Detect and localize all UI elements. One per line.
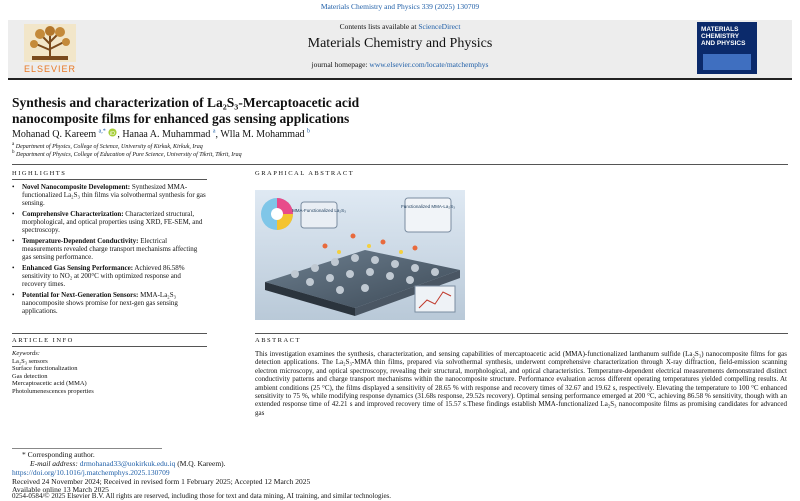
author-list xyxy=(12,128,310,140)
highlight-text: Synthesized MMA-functionalized La₂S₃ thin films via solvothermal synthesis for gas sensing. xyxy=(22,183,206,207)
footnote-divider xyxy=(12,448,162,449)
journal-cover[interactable] xyxy=(697,22,757,74)
keywords-label: Keywords: xyxy=(12,350,40,357)
bullet: • xyxy=(12,210,15,218)
corresponding-note: * Corresponding author. xyxy=(22,450,95,459)
abstract-heading: ABSTRACT xyxy=(255,337,301,344)
list-item xyxy=(12,210,207,234)
contents-prefix: Contents lists available at xyxy=(339,22,419,31)
svg-text:iD: iD xyxy=(110,130,116,137)
keyword: Photolumenescences properties xyxy=(12,387,94,395)
affiliation xyxy=(12,142,203,150)
keyword: Surface functionalization xyxy=(12,365,78,372)
abstract-text: This investigation examines the synthesis, characterization, and sensing capabilities of mercaptoacetic acid (MMA)-functionalized lanthanum sulfide (La₂S₃) nanocomposite films for gas detection applications. The La₂S₃-MMA thin films, prepared via solvothermal synthesis, underwent comprehensive characterization through X-ray diffraction, field-emission scanning electron microscopy, and optical spectroscopy, revealing their structural, morphological, and optical characteristics. Temperature-dependent electrical measurements demonstrated distinct conductivity patterns and charge transport mechanisms within the nanocomposite structure. Performance evaluation across different operating temperatures yielded compelling results. At ambient conditions (25 °C), the films displayed a sensitivity of 28.65 % with response and recovery times of 32.67 and 19.62 s, respectively. Elevating the temperature to 100 °C enhanced sensitivity to 75 %, while modifying response dynamics (31.68s response, 29.52s recovery). Optimal sensing performance emerged at 200 °C, achieving 86.58 % sensitivity, though with an extended response time of 42.21 s and improved recovery time of 15.57 s.These findings establish MMA-functionalized La₂S₃ nanocomposite films as promising candidates for advanced gas xyxy=(255,350,787,417)
journal-citation[interactable]: Materials Chemistry and Physics 339 (2025) 130709 xyxy=(320,2,480,11)
author-name[interactable]: Wlla M. Mohammad xyxy=(220,129,305,140)
doi-link[interactable]: https://doi.org/10.1016/j.matchemphys.2025.130709 xyxy=(12,468,170,477)
author-affil-sup[interactable]: b xyxy=(307,128,311,135)
affiliation xyxy=(12,150,242,158)
keyword: Mercaptoacetic acid (MMA) xyxy=(12,380,87,387)
graphical-abstract-heading: GRAPHICAL ABSTRACT xyxy=(255,170,355,177)
highlights-heading: HIGHLIGHTS xyxy=(12,170,67,177)
orcid-icon[interactable] xyxy=(108,128,117,137)
homepage-link[interactable]: www.elsevier.com/locate/matchemphys xyxy=(369,60,489,69)
section-divider xyxy=(255,333,788,334)
affiliation-text: Department of Physics, College of Science, University of Kirkuk, Kirkuk, Iraq xyxy=(15,144,203,150)
sciencedirect-link[interactable]: ScienceDirect xyxy=(418,22,461,31)
section-divider xyxy=(12,164,788,165)
homepage-line xyxy=(0,60,800,69)
elsevier-logo[interactable] xyxy=(10,22,90,76)
bullet: • xyxy=(12,183,15,191)
author-affil-sup[interactable]: a,* xyxy=(98,128,106,135)
received-dates: Received 24 November 2024; Received in revised form 1 February 2025; Accepted 12 March 2025 xyxy=(12,477,311,486)
journal-name: Materials Chemistry and Physics xyxy=(307,36,493,51)
keyword: Gas detection xyxy=(12,372,48,380)
keywords-block xyxy=(12,350,207,395)
highlight-title: Potential for Next-Generation Sensors: xyxy=(22,291,139,299)
bullet: • xyxy=(12,264,15,272)
section-divider xyxy=(12,346,207,347)
list-item xyxy=(12,264,207,288)
highlight-text: MMA-La₂S₃ nanocomposite shows promise for next-gen gas sensing applications. xyxy=(22,291,178,315)
highlight-text: Characterized structural, morphological, and optical properties using XRD, FE-SEM, and spectroscopy. xyxy=(22,210,203,234)
highlight-title: Comprehensive Characterization: xyxy=(22,210,124,218)
graphical-abstract-image[interactable] xyxy=(255,190,465,320)
bullet: • xyxy=(12,291,15,299)
affiliation-text: Department of Physics, College of Education of Pure Science, University of Tikrit, Tikrit, Iraq xyxy=(16,152,242,158)
author-affil-sup[interactable]: a xyxy=(212,128,216,135)
author-separator: , xyxy=(215,129,219,140)
homepage-prefix: journal homepage: xyxy=(311,60,370,69)
cover-image xyxy=(703,54,751,70)
author-separator: , xyxy=(117,129,120,140)
email-link[interactable]: drmohanad33@uokirkuk.edu.iq xyxy=(79,459,176,468)
list-item xyxy=(12,291,207,315)
highlight-title: Temperature-Dependent Conductivity: xyxy=(22,237,139,245)
highlight-text: Electrical measurements revealed charge transport mechanisms affecting gas sensing performance. xyxy=(22,237,198,261)
list-item xyxy=(12,183,207,207)
title-line-2: nanocomposite films for enhanced gas sensing applications xyxy=(12,111,350,126)
publisher-name: ELSEVIER xyxy=(23,64,77,74)
affiliation-sup: b xyxy=(12,150,15,155)
copyright: 0254-0584/© 2025 Elsevier B.V. All rights are reserved, including those for text and data mining, AI training, and similar technologies. xyxy=(12,492,392,500)
highlight-title: Enhanced Gas Sensing Performance: xyxy=(22,264,134,272)
cover-title: MATERIALS CHEMISTRY AND PHYSICS xyxy=(701,26,746,47)
list-item xyxy=(12,237,207,261)
author-name[interactable]: Mohanad Q. Kareem xyxy=(12,129,97,140)
title-line-1: Synthesis and characterization of La₂S₃-Mercaptoacetic acid xyxy=(12,95,360,110)
author-name[interactable]: Hanaa A. Muhammad xyxy=(122,129,211,140)
contents-line xyxy=(0,22,800,31)
highlights-list xyxy=(12,183,207,318)
keyword: La₂S₃ sensors xyxy=(12,357,48,365)
section-divider xyxy=(12,179,207,180)
graphic-label: Functionalized MMA-La₂S₃ xyxy=(401,204,455,209)
highlight-text: Achieved 86.58% sensitivity to NO₂ at 200°C with optimized response and recovery times. xyxy=(22,264,185,288)
article-title xyxy=(12,95,572,127)
graphic-label: MMA-Functionalized La₂S₃ xyxy=(292,208,346,213)
email-label: E-mail address: xyxy=(30,459,80,468)
highlight-title: Novel Nanocomposite Development: xyxy=(22,183,131,191)
section-divider xyxy=(12,333,207,334)
available-online: Available online 13 March 2025 xyxy=(12,485,109,494)
email-line xyxy=(30,459,226,468)
nanocomposite-illustration xyxy=(255,190,465,320)
article-info-heading: ARTICLE INFO xyxy=(12,337,74,344)
affiliation-sup: a xyxy=(12,142,15,147)
bullet: • xyxy=(12,237,15,245)
email-suffix: (M.Q. Kareem). xyxy=(175,459,226,468)
